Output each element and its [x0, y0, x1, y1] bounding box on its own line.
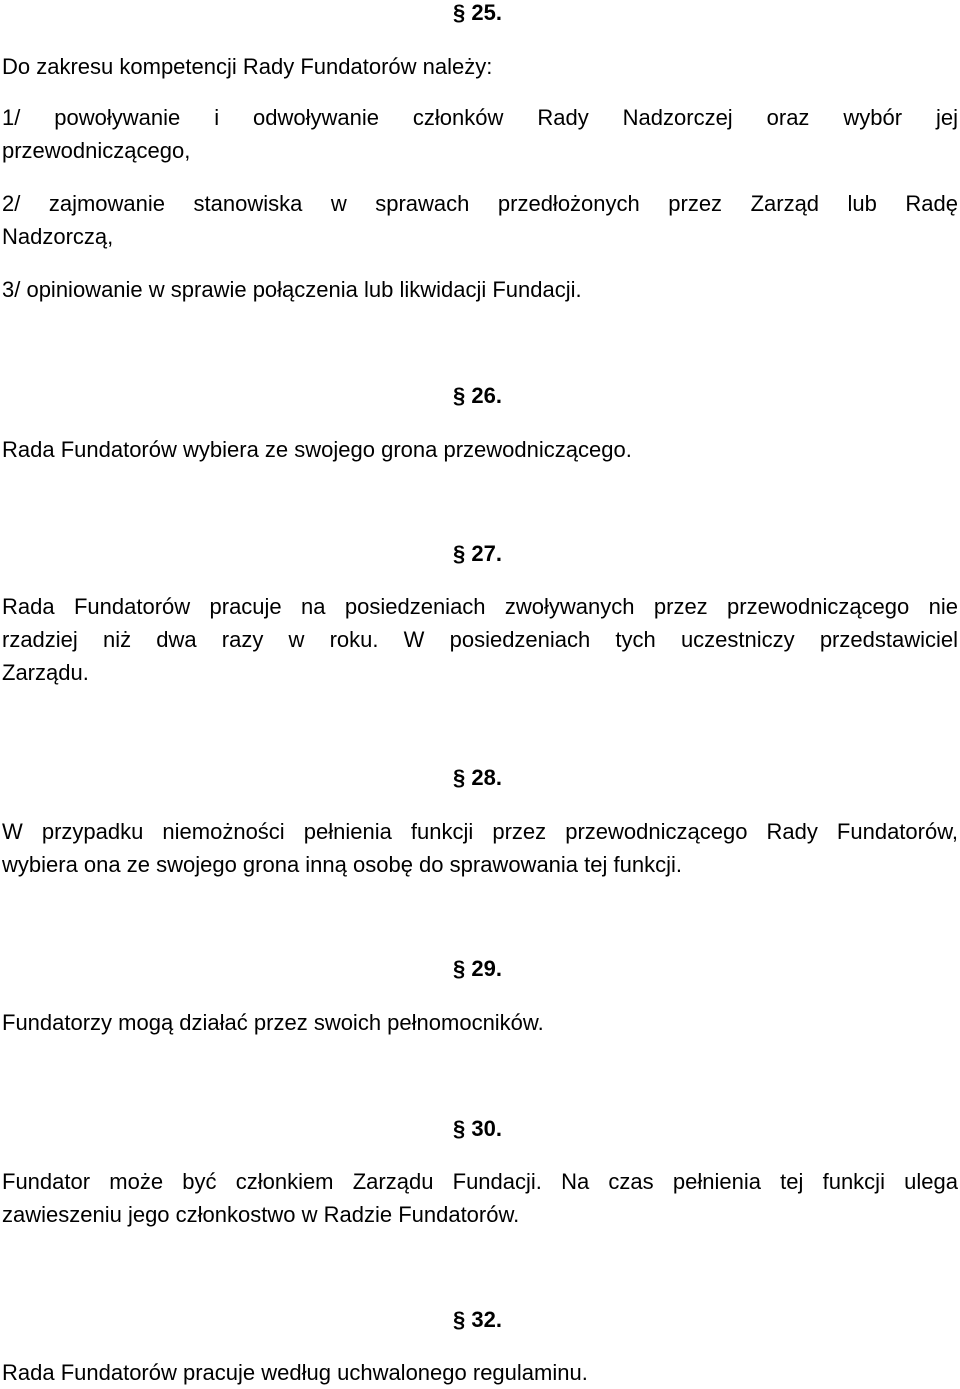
section-28-line-1: W przypadku niemożności pełnienia funkcji przez przewodniczącego Rady Fundatorów, [2, 819, 958, 844]
section-30-text [2, 1165, 958, 1231]
section-25-item-1-line-2: przewodniczącego, [2, 138, 191, 163]
section-25-item-2 [2, 187, 958, 253]
section-29-line-1: Fundatorzy mogą działać przez swoich pełnomocników. [2, 1010, 544, 1035]
section-27-line-2: rzadziej niż dwa razy w roku. W posiedzeniach tych uczestniczy przedstawiciel [2, 627, 958, 652]
section-25-intro [2, 50, 958, 83]
section-28-line-2: wybiera ona ze swojego grona inną osobę do sprawowania tej funkcji. [2, 852, 682, 877]
section-heading-26: § 26. [453, 383, 502, 408]
section-30-line-1: Fundator może być członkiem Zarządu Fundacji. Na czas pełnienia tej funkcji ulega [2, 1169, 958, 1194]
section-heading-28: § 28. [453, 765, 502, 790]
section-28-text [2, 815, 958, 881]
section-25-item-2-line-1: 2/ zajmowanie stanowiska w sprawach przedłożonych przez Zarząd lub Radę [2, 191, 958, 216]
section-25-item-3 [2, 273, 958, 306]
section-heading-27: § 27. [453, 541, 502, 566]
section-26-line-1: Rada Fundatorów wybiera ze swojego grona przewodniczącego. [2, 437, 632, 462]
section-32-line-1: Rada Fundatorów pracuje według uchwalonego regulaminu. [2, 1360, 588, 1385]
section-heading-30: § 30. [453, 1116, 502, 1141]
section-25-item-1 [2, 101, 958, 167]
section-29-text [2, 1006, 958, 1039]
section-25-item-2-line-2: Nadzorczą, [2, 224, 114, 249]
section-30-line-2: zawieszeniu jego członkostwo w Radzie Fundatorów. [2, 1202, 520, 1227]
section-27-line-1: Rada Fundatorów pracuje na posiedzeniach zwoływanych przez przewodniczącego nie [2, 594, 958, 619]
section-27-text [2, 590, 958, 689]
section-heading-29: § 29. [453, 956, 502, 981]
section-26-text [2, 433, 958, 466]
section-32-text [2, 1356, 958, 1389]
section-25-intro-text: Do zakresu kompetencji Rady Fundatorów należy: [2, 54, 493, 79]
section-heading-25: § 25. [453, 0, 502, 25]
section-25-item-3-line-1: 3/ opiniowanie w sprawie połączenia lub likwidacji Fundacji. [2, 277, 582, 302]
section-25-item-1-line-1: 1/ powoływanie i odwoływanie członków Rady Nadzorczej oraz wybór jej [2, 105, 958, 130]
section-27-line-3: Zarządu. [2, 660, 89, 685]
section-heading-32: § 32. [453, 1307, 502, 1332]
